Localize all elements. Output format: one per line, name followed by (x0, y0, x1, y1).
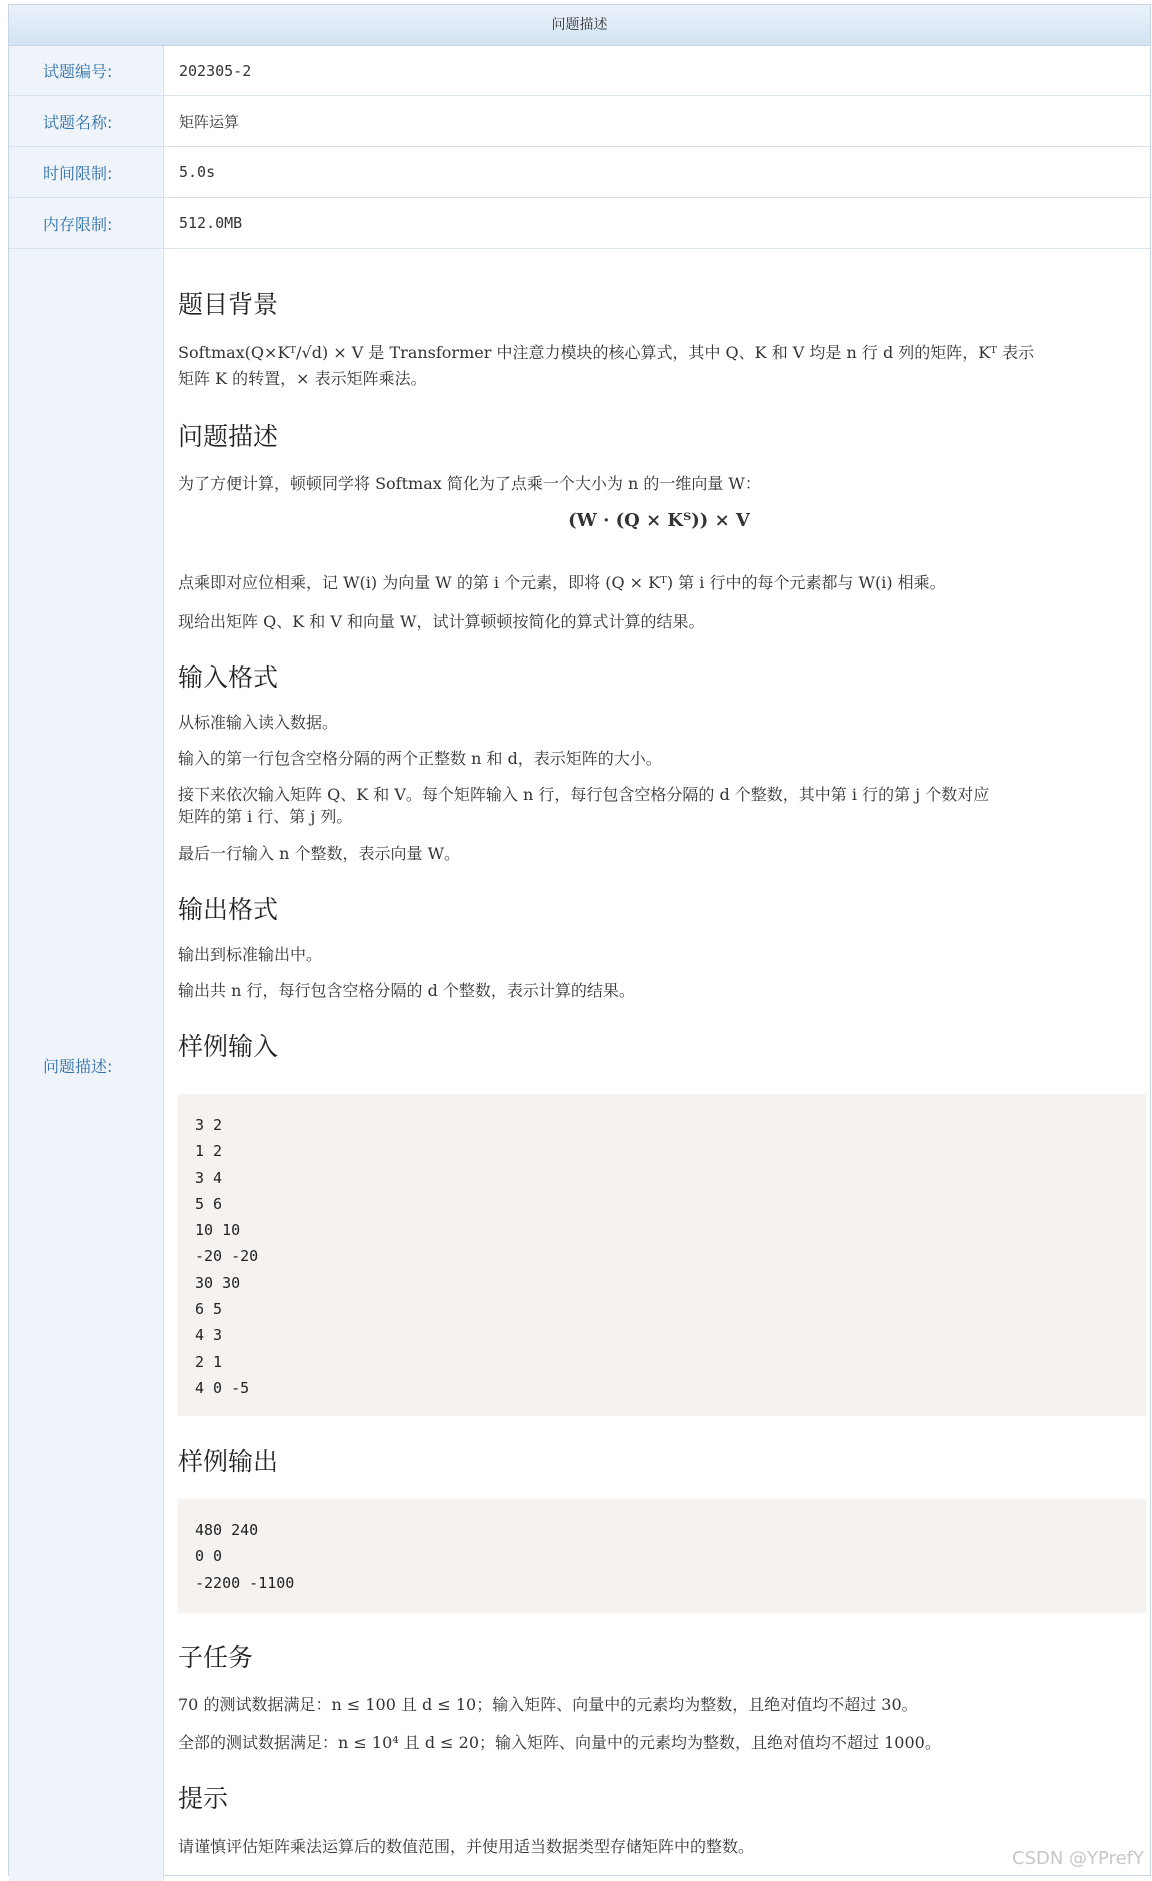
memory-label: 内存限制: (9, 198, 164, 248)
problem-text-3: 现给出矩阵 Q、K 和 V 和向量 W，试计算顿顿按简化的算式计算的结果。 (178, 611, 1140, 633)
input-text-1: 从标准输入读入数据。 (178, 712, 1140, 734)
input-text-3: 接下来依次输入矩阵 Q、K 和 V。每个矩阵输入 n 行，每行包含空格分隔的 d 个整数，其中第 i 行的第 j 个数对应 (178, 784, 1140, 806)
info-row-name (9, 96, 1150, 147)
problem-text-1: 为了方便计算，顿顿同学将 Softmax 简化为了点乘一个大小为 n 的一维向量 W： (178, 473, 1140, 495)
output-text-1: 输出到标准输出中。 (178, 944, 1140, 966)
problem-text-2: 点乘即对应位相乘，记 W(i) 为向量 W 的第 i 个元素，即将 (Q × Kᵀ) 第 i 行中的每个元素都与 W(i) 相乘。 (178, 572, 1140, 594)
description-label: 问题描述: (9, 249, 164, 1881)
hint-text: 请谨慎评估矩阵乘法运算后的数值范围，并使用适当数据类型存储矩阵中的整数。 (178, 1836, 1140, 1858)
time-value: 5.0s (164, 147, 1150, 197)
panel-header: 问题描述 (9, 5, 1150, 46)
info-row-id (9, 46, 1150, 96)
background-text-1: Softmax(Q×Kᵀ/√d) × V 是 Transformer 中注意力模块的核心算式，其中 Q、K 和 V 均是 n 行 d 列的矩阵，Kᵀ 表示 (178, 342, 1140, 364)
name-value: 矩阵运算 (164, 96, 1150, 146)
input-text-4: 矩阵的第 i 行、第 j 列。 (178, 806, 1140, 828)
background-title: 题目背景 (178, 285, 278, 321)
background-text-2: 矩阵 K 的转置，× 表示矩阵乘法。 (178, 368, 1140, 390)
description-row (9, 249, 1150, 1881)
name-label: 试题名称: (9, 96, 164, 146)
output-text-2: 输出共 n 行，每行包含空格分隔的 d 个整数，表示计算的结果。 (178, 980, 1140, 1002)
memory-value: 512.0MB (164, 198, 1150, 248)
input-text-2: 输入的第一行包含空格分隔的两个正整数 n 和 d，表示矩阵的大小。 (178, 748, 1140, 770)
sample-output-title: 样例输出 (178, 1442, 278, 1478)
sample-input-block: 3 2 1 2 3 4 5 6 10 10 -20 -20 30 30 6 5 4 3 2 1 4 0 -5 (178, 1094, 1146, 1416)
output-title: 输出格式 (178, 890, 278, 926)
time-label: 时间限制: (9, 147, 164, 197)
info-row-memory (9, 198, 1150, 249)
problem-formula: (W · (Q × Kᵀ)) × V (178, 510, 1140, 532)
subtask-title: 子任务 (178, 1638, 253, 1674)
subtask-text-1: 70 的测试数据满足：n ≤ 100 且 d ≤ 10；输入矩阵、向量中的元素均为整数，且绝对值均不超过 30。 (178, 1694, 1140, 1716)
watermark: CSDN @YPrefY (1012, 1848, 1144, 1869)
hint-title: 提示 (178, 1779, 228, 1815)
sample-input-title: 样例输入 (178, 1027, 278, 1063)
input-title: 输入格式 (178, 658, 278, 694)
info-row-time (9, 147, 1150, 198)
problem-title: 问题描述 (178, 417, 278, 453)
id-value: 202305-2 (164, 46, 1150, 95)
id-label: 试题编号: (9, 46, 164, 95)
description-content (164, 249, 1150, 1881)
problem-panel (8, 4, 1151, 1876)
subtask-text-2: 全部的测试数据满足：n ≤ 10⁴ 且 d ≤ 20；输入矩阵、向量中的元素均为整数，且绝对值均不超过 1000。 (178, 1732, 1140, 1754)
sample-output-block: 480 240 0 0 -2200 -1100 (178, 1499, 1146, 1613)
input-text-5: 最后一行输入 n 个整数，表示向量 W。 (178, 843, 1140, 865)
